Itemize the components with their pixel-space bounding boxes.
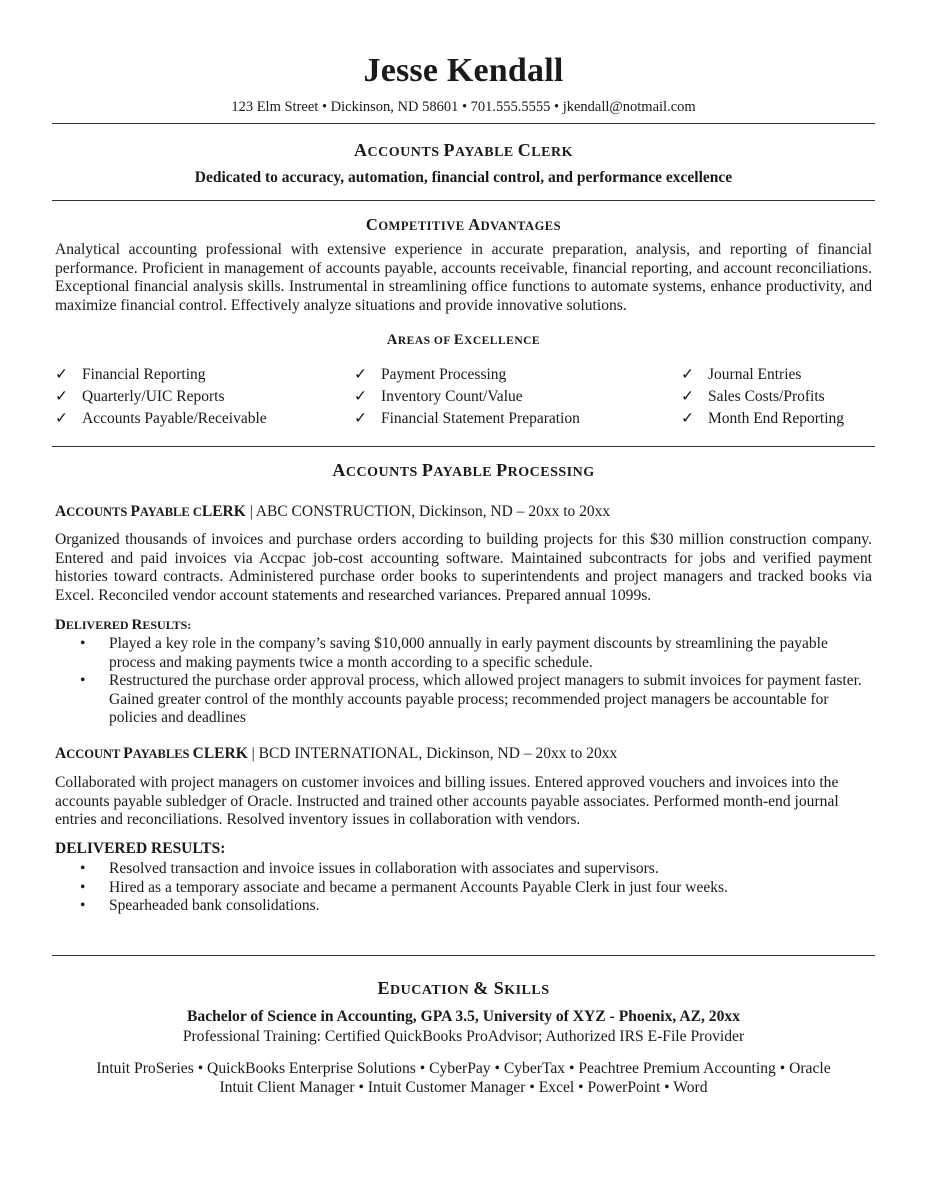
list-item: ✓ Month End Reporting	[681, 410, 845, 427]
divider	[52, 446, 875, 447]
divider	[52, 955, 875, 956]
check-icon: ✓	[354, 410, 367, 427]
advantages-summary: Analytical accounting professional with extensive experience in accurate preparation, analysis, and reporting of financial performance. Proficient in management of accounts payable, accounts receivable, financial reporting, and account reconciliations. Exceptional financial analysis skills. Instrumental in streamlining office functions to automate systems, enhance productivity, and maximize financial control. Effectively analyze situations and provide innovative solutions.	[55, 241, 872, 315]
section-heading-excellence: AREAS OF EXCELLENCE	[386, 332, 541, 348]
job-title-heading: ACCOUNTS PAYABLE CLERK	[354, 140, 573, 160]
bullet-icon: •	[80, 897, 86, 914]
list-item: ✓ Financial Statement Preparation	[354, 410, 580, 427]
check-icon: ✓	[55, 366, 68, 383]
list-item: ✓ Payment Processing	[354, 366, 507, 383]
tagline: Dedicated to accuracy, automation, financial control, and performance excellence	[194, 169, 733, 186]
list-item: • Resolved transaction and invoice issues in collaboration with associates and supervisors.	[80, 860, 659, 877]
skills-line: Intuit Client Manager • Intuit Customer Manager • Excel • PowerPoint • Word	[219, 1079, 708, 1096]
bullet-icon: •	[80, 635, 86, 652]
bullet-icon: •	[80, 878, 86, 896]
section-heading-education: EDUCATION & SKILLS	[377, 978, 550, 998]
results-heading: DELIVERED RESULTS:	[55, 617, 192, 633]
check-icon: ✓	[354, 388, 367, 405]
job-heading: ACCOUNTS PAYABLE CLERK | ABC CONSTRUCTION, Dickinson, ND – 20xx to 20xx	[55, 503, 611, 520]
results-list	[80, 635, 872, 728]
divider	[52, 123, 875, 124]
bullet-icon: •	[80, 860, 86, 877]
job-summary: Collaborated with project managers on customer invoices and billing issues. Entered approved vouchers and invoices into the accounts payable subledger of Oracle. Instructed and trained other accounts payable associates. Performed month-end journal entries and reconciliations. Resolved inventory issues in collaboration with vendors.	[55, 774, 839, 829]
list-item: ✓ Accounts Payable/Receivable	[55, 410, 267, 427]
bullet-icon: •	[80, 672, 86, 689]
check-icon: ✓	[55, 410, 68, 427]
list-item: • Played a key role in the company’s saving $10,000 annually in early payment discounts by streamlining the payable process and making payments twice a month according to a specific schedule.	[80, 635, 828, 671]
list-item: • Hired as a temporary associate and became a permanent Accounts Payable Clerk in just four weeks.	[80, 878, 728, 896]
results-heading: DELIVERED RESULTS:	[55, 840, 226, 857]
list-item: ✓ Journal Entries	[681, 366, 802, 383]
job-heading: ACCOUNT PAYABLES CLERK | BCD INTERNATIONAL, Dickinson, ND – 20xx to 20xx	[55, 745, 618, 762]
section-heading-advantages: COMPETITIVE ADVANTAGES	[365, 215, 562, 234]
list-item: ✓ Inventory Count/Value	[354, 388, 523, 405]
list-item: ✓ Financial Reporting	[55, 366, 206, 383]
check-icon: ✓	[354, 366, 367, 383]
list-item: • Restructured the purchase order approval process, which allowed project managers to submit invoices for payment faster. Gained greater control of the monthly accounts payable process; recommended project managers be accountable for policies and deadlines	[80, 672, 862, 726]
job-summary: Organized thousands of invoices and purchase orders according to building projects for this $30 million construction company. Entered and paid invoices via Accpac job-cost accounting software. Maintained subcontracts for jobs and verified payment histories toward contracts. Administered purchase order books to superintendents and project managers and tracked books via Excel. Reconciled vendor account statements and researched variances. Prepared annual 1099s.	[55, 531, 872, 605]
list-item: • Spearheaded bank consolidations.	[80, 897, 320, 914]
section-heading-experience: ACCOUNTS PAYABLE PROCESSING	[332, 460, 595, 480]
degree: Bachelor of Science in Accounting, GPA 3.5, University of XYZ - Phoenix, AZ, 20xx	[187, 1008, 740, 1025]
divider	[52, 200, 875, 201]
check-icon: ✓	[681, 366, 694, 383]
list-item: ✓ Sales Costs/Profits	[681, 388, 825, 405]
results-list	[80, 860, 872, 916]
contact-line: 123 Elm Street • Dickinson, ND 58601 • 701.555.5555 • jkendall@notmail.com	[231, 99, 696, 115]
check-icon: ✓	[681, 388, 694, 405]
skills-line: Intuit ProSeries • QuickBooks Enterprise Solutions • CyberPay • CyberTax • Peachtree Premium Accounting • Oracle	[96, 1060, 831, 1077]
check-icon: ✓	[681, 410, 694, 427]
check-icon: ✓	[55, 388, 68, 405]
candidate-name: Jesse Kendall	[363, 52, 564, 89]
list-item: ✓ Quarterly/UIC Reports	[55, 388, 225, 405]
training: Professional Training: Certified QuickBooks ProAdvisor; Authorized IRS E-File Provider	[182, 1028, 745, 1045]
